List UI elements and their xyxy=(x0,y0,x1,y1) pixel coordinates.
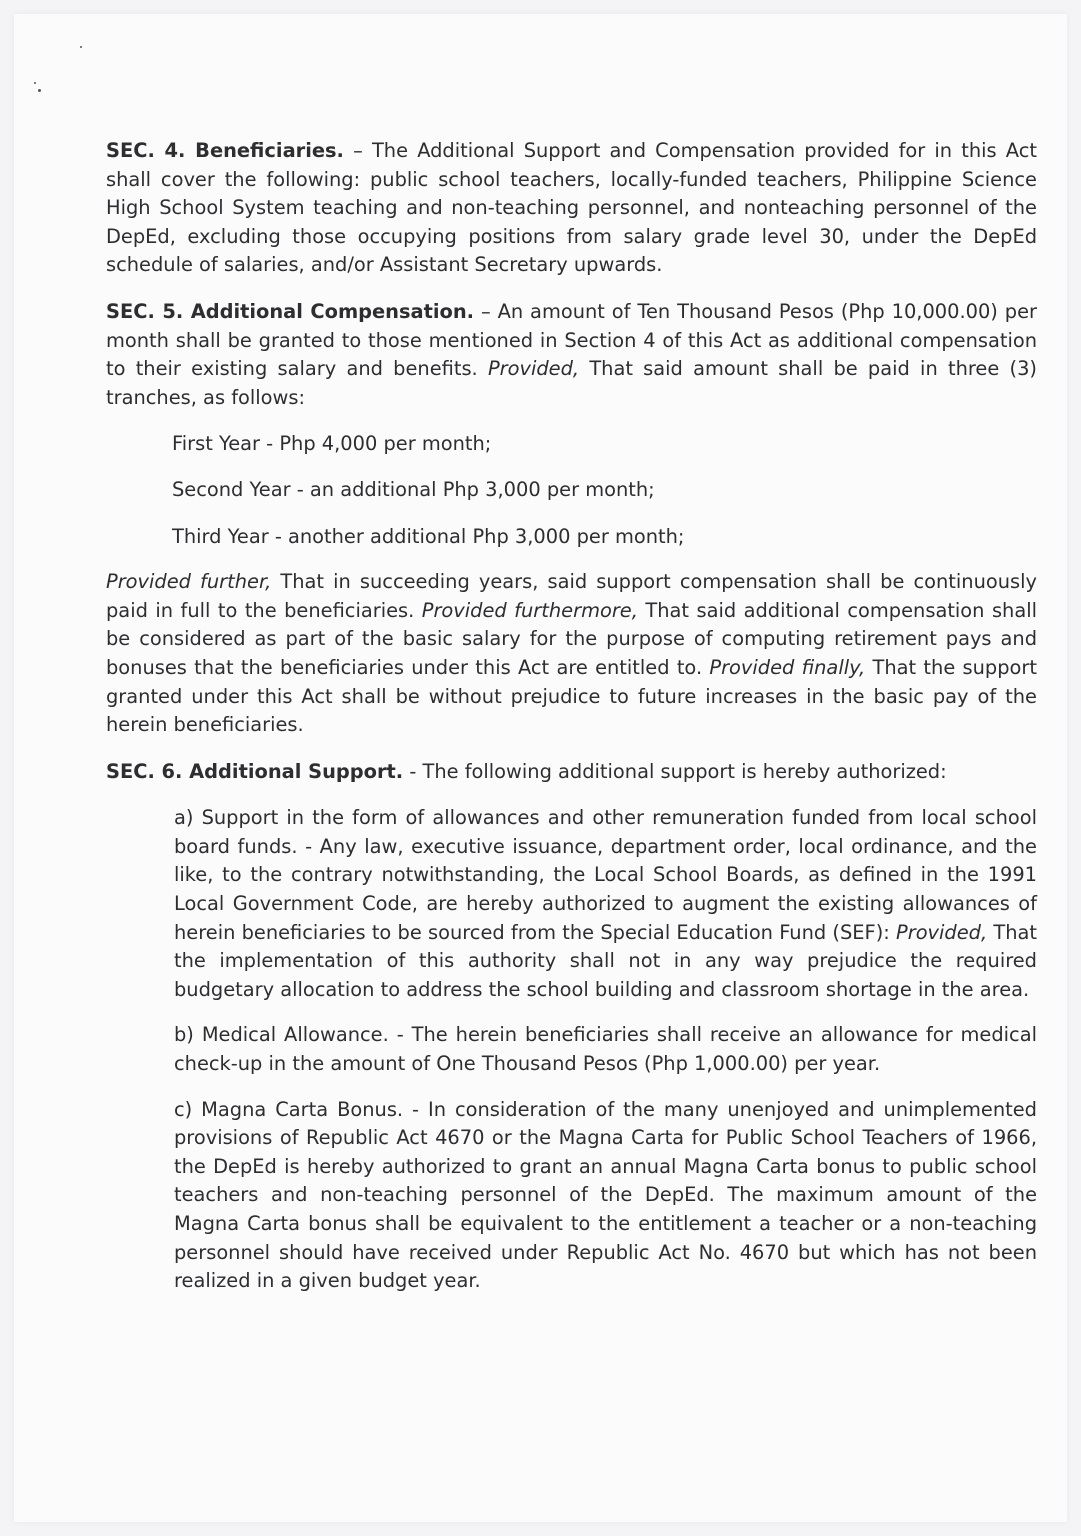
scan-speck xyxy=(34,82,36,84)
provided-finally-clause: Provided finally, xyxy=(709,655,866,679)
item-a-text: a) Support in the form of allowances and other remuneration funded from local school board funds. - Any law, executive issuance, department order, local ordinance, and the like, to the contrary notwithstanding, the Local School Boards, as defined in the 1991 Local Government Code, are hereby authorized to augment the existing allowances of herein beneficiaries to be sourced from the Special Education Fund (SEF): xyxy=(174,806,1037,944)
tranche-third-year: Third Year - another additional Php 3,000 per month; xyxy=(172,524,685,548)
scan-speck xyxy=(80,46,82,48)
provided-further-text: That in succeeding years, said support compensation shall be continuously paid in full to the beneficiaries. xyxy=(106,570,1037,622)
section-6-item-b: b) Medical Allowance. - The herein beneficiaries shall receive an allowance for medical check-up in the amount of One Thousand Pesos (Php 1,000.00) per year. xyxy=(174,1023,1037,1076)
item-a-provided-clause: Provided, xyxy=(896,920,988,944)
document-body xyxy=(106,137,1037,1313)
document-page xyxy=(14,14,1067,1522)
provided-finally-text: That the support granted under this Act shall be without prejudice to future increases in the basic pay of the herein beneficiaries. xyxy=(106,655,1037,737)
section-6-item-c: c) Magna Carta Bonus. - In consideration of the many unenjoyed and unimplemented provisions of Republic Act 4670 or the Magna Carta for Public School Teachers of 1966, the DepEd is hereby authorized to grant an annual Magna Carta bonus to public school teachers and non-teaching personnel of the DepEd. The maximum amount of the Magna Carta bonus shall be equivalent to the entitlement a teacher or a non-teaching personnel should have received under Republic Act No. 4670 but which has not been realized in a given budget year. xyxy=(174,1097,1037,1293)
section-5 xyxy=(106,298,1037,412)
provided-clause: Provided, xyxy=(487,357,580,381)
provided-further-clause: Provided further, xyxy=(106,570,272,594)
provided-furthermore-text: That said additional compensation shall be considered as part of the basic salary for the purpose of computing retirement pays and bonuses that the beneficiaries under this Act are entitled to. xyxy=(106,598,1037,679)
tranche-second-year: Second Year - an additional Php 3,000 per month; xyxy=(172,478,655,502)
tranche-first-year: First Year - Php 4,000 per month; xyxy=(172,432,492,456)
section-4-text: – The Additional Support and Compensation provided for in this Act shall cover the following: public school teachers, locally-funded teachers, Philippine Science High School System teaching and non-teaching personnel, and nonteaching personnel of the DepEd, excluding those occupying positions from salary grade level 30, under the DepEd schedule of salaries, and/or Assistant Secretary upwards. xyxy=(106,139,1037,277)
section-6-intro: - The following additional support is hereby authorized: xyxy=(403,759,947,783)
provided-furthermore-clause: Provided furthermore, xyxy=(421,598,638,622)
scan-speck xyxy=(38,89,41,92)
section-5-text-continued: That said amount shall be paid in three (3) tranches, as follows: xyxy=(106,357,1037,409)
section-5-heading: SEC. 5. Additional Compensation. xyxy=(106,299,475,323)
section-6-item-a xyxy=(174,804,1037,1004)
section-6 xyxy=(106,758,1037,787)
section-6-heading: SEC. 6. Additional Support. xyxy=(106,759,404,783)
section-5-provisos xyxy=(106,568,1037,740)
section-4 xyxy=(106,137,1037,280)
section-4-heading: SEC. 4. Beneficiaries. xyxy=(106,139,344,162)
item-a-text-continued: That the implementation of this authority shall not in any way prejudice the required budgetary allocation to address the school building and classroom shortage in the area. xyxy=(174,920,1037,1001)
section-5-text: – An amount of Ten Thousand Pesos (Php 10,000.00) per month shall be granted to those mentioned in Section 4 of this Act as additional compensation to their existing salary and benefits. xyxy=(106,299,1037,381)
